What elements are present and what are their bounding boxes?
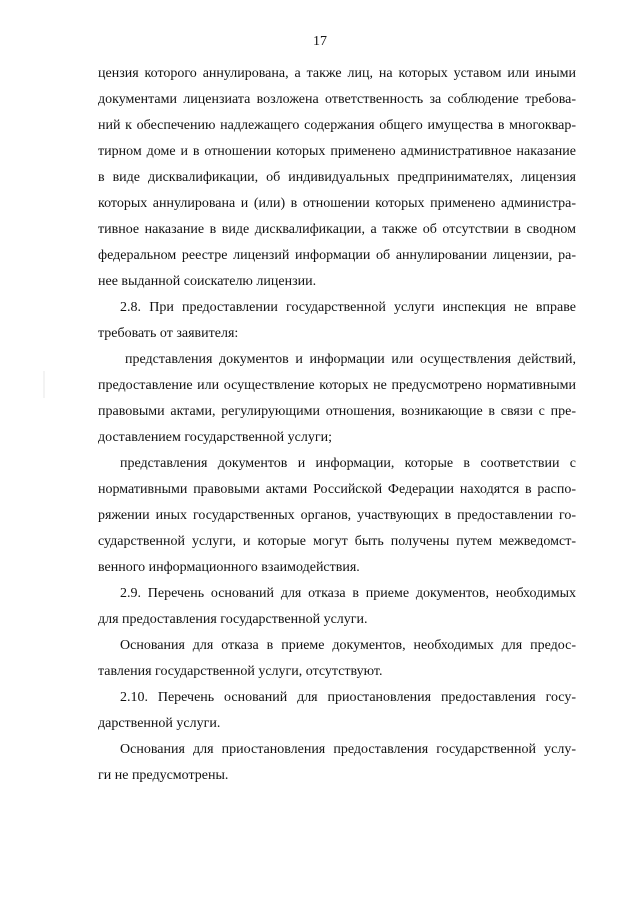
text-line: которых аннулирована и (или) в отношении которых применено администра- [98, 196, 576, 211]
text-line: представления документов и информации или осуществления действий, [125, 352, 576, 367]
text-line: предоставление или осуществление которых не предусмотрено нормативными [98, 378, 576, 393]
text-line: доставлением государственной услуги; [98, 430, 332, 445]
text-line: ний к обеспечению надлежащего содержания общего имущества в многоквар- [98, 118, 576, 133]
page-number: 17 [313, 34, 327, 49]
text-line: сударственной услуги, и которые могут быть получены путем межведомст- [98, 534, 576, 549]
text-line: Основания для приостановления предоставления государственной услу- [120, 742, 576, 757]
text-line: ряжении иных государственных органов, участвующих в предоставлении го- [98, 508, 576, 523]
text-line: федеральном реестре лицензий информации об аннулировании лицензии, ра- [98, 248, 576, 263]
text-line: документами лицензиата возложена ответственность за соблюдение требова- [98, 92, 576, 107]
text-line: представления документов и информации, которые в соответствии с [120, 456, 576, 471]
text-line: 2.10. Перечень оснований для приостановления предоставления госу- [120, 690, 576, 705]
text-line: Основания для отказа в приеме документов, необходимых для предос- [120, 638, 576, 653]
scan-mark [43, 371, 45, 398]
text-line: тирном доме и в отношении которых применено административное наказание [98, 144, 576, 159]
text-line: ги не предусмотрены. [98, 768, 229, 783]
text-line: нормативными правовыми актами Российской Федерации находятся в распо- [98, 482, 576, 497]
text-line: цензия которого аннулирована, а также лиц, на которых уставом или иными [98, 66, 576, 81]
text-line: для предоставления государственной услуги. [98, 612, 368, 627]
text-line: тавления государственной услуги, отсутствуют. [98, 664, 383, 679]
text-line: дарственной услуги. [98, 716, 221, 731]
text-line: нее выданной соискателю лицензии. [98, 274, 317, 289]
text-line: 2.9. Перечень оснований для отказа в приеме документов, необходимых [120, 586, 576, 601]
text-line: венного информационного взаимодействия. [98, 560, 360, 575]
text-line: требовать от заявителя: [98, 326, 239, 341]
text-line: в виде дисквалификации, об индивидуальных предпринимателях, лицензия [98, 170, 576, 185]
text-line: правовыми актами, регулирующими отношения, возникающие в связи с пре- [98, 404, 576, 419]
text-line: 2.8. При предоставлении государственной услуги инспекция не вправе [120, 300, 576, 315]
text-line: тивное наказание в виде дисквалификации, а также об отсутствии в сводном [98, 222, 576, 237]
